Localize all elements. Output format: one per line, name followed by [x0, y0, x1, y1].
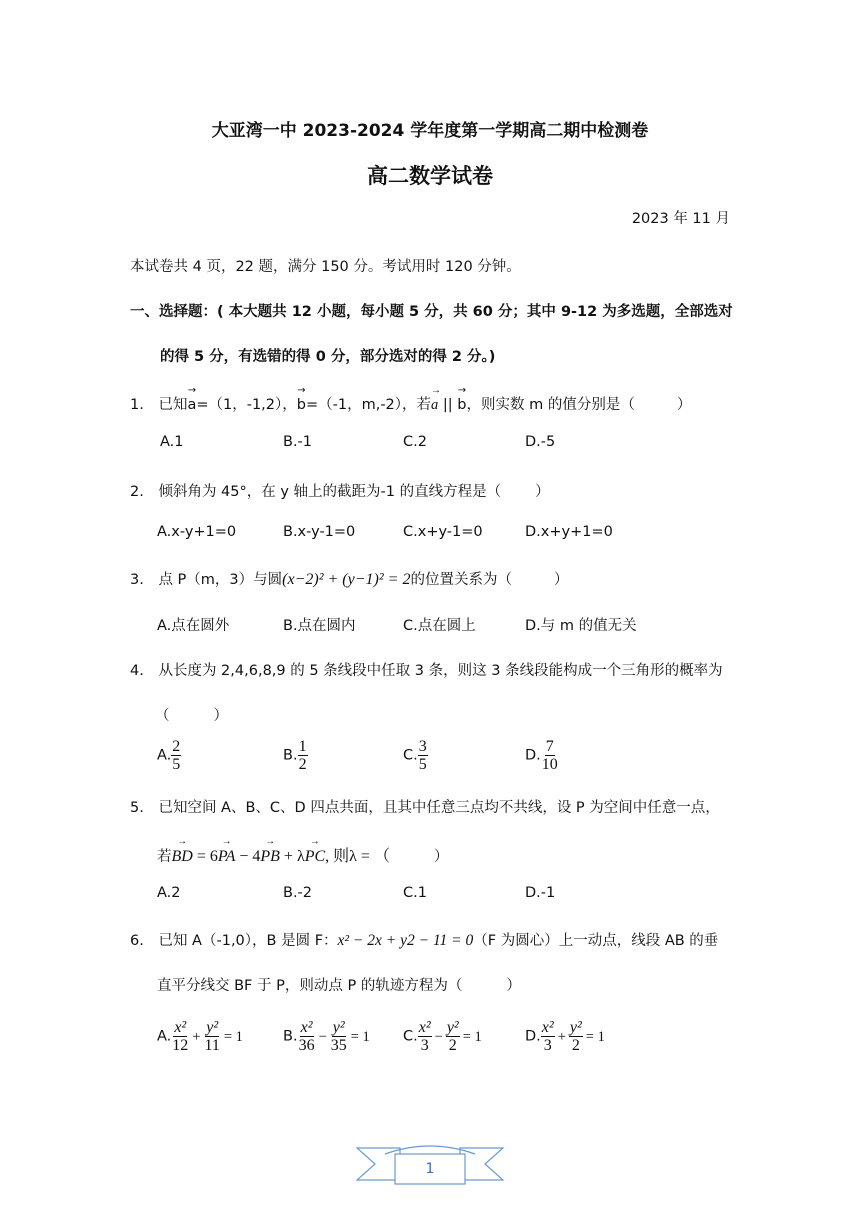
answer-paren-close: ） [433, 849, 449, 865]
question-number: 5. [130, 800, 144, 816]
option-d[interactable]: D.-1 [525, 885, 556, 901]
question-text: ，则实数 m 的值分别是（ [466, 397, 635, 413]
question-3 [130, 568, 568, 589]
option-b[interactable]: B.-1 [283, 434, 313, 450]
option-d[interactable]: D. $\frac{7}{10}$ [525, 738, 558, 773]
question-text: 倾斜角为 45°，在 y 轴上的截距为-1 的直线方程是（ [158, 484, 502, 500]
option-c[interactable]: C. $\frac{\text{x²}}{3}$ − $\frac{\text{y²}}{2}$ = 1 [403, 1019, 482, 1054]
option-c[interactable]: C.点在圆上 [403, 618, 476, 634]
intro-text: 本试卷共 4 页，22 题，满分 150 分。考试用时 120 分钟。 [130, 259, 521, 275]
vector-pa: → PA [218, 848, 235, 866]
question-number: 3. [130, 572, 144, 588]
question-text: 点 P（m，3）与圆 [158, 572, 283, 588]
vector-pc: → PC [305, 848, 325, 866]
date: 2023 年 11 月 [631, 211, 730, 227]
parallel-sign: || [438, 397, 458, 413]
question-2 [130, 480, 550, 501]
question-5-equation: 若→ BD = 6→ PA − 4→ PB + λ→ PC, 则λ = （ ） [157, 843, 448, 866]
question-text: （F 为圆心）上一动点，线段 AB 的垂 [473, 933, 719, 949]
vector-bd: → BD [172, 848, 193, 866]
option-c[interactable]: C. $\frac{3}{5}$ [403, 738, 427, 773]
option-d[interactable]: D.与 m 的值无关 [525, 618, 637, 634]
answer-paren-close: ） [676, 397, 692, 413]
option-b[interactable]: B.x-y-1=0 [283, 524, 356, 540]
question-text: =（-1，m,-2），若 [305, 397, 432, 413]
question-text: 已知 A（-1,0），B 是圆 F： [158, 933, 338, 949]
section-heading-line2: 的得 5 分，有选错的得 0 分，部分选对的得 2 分。) [160, 349, 496, 365]
option-d[interactable]: D. $\frac{\text{x²}}{3}$ + $\frac{\text{y²}}{2}$ = 1 [525, 1019, 605, 1054]
main-title: 大亚湾一中 2023-2024 学年度第一学期高二期中检测卷 [211, 121, 649, 141]
question-number: 2. [130, 484, 144, 500]
option-c[interactable]: C.2 [403, 434, 427, 450]
question-number: 6. [130, 933, 144, 949]
question-text: 的位置关系为（ [410, 572, 512, 588]
circle-equation: x² − 2x + y2 − 11 = 0 [337, 932, 474, 949]
question-text: 已知 [158, 397, 188, 413]
answer-paren-close: ） [535, 484, 550, 500]
answer-paren-close: ） [553, 572, 569, 588]
vector-a: → a [187, 397, 196, 413]
question-text: 已知空间 A、B、C、D 四点共面，且其中任意三点均不共线，设 P 为空间中任意一点， [158, 800, 720, 816]
option-c[interactable]: C.1 [403, 885, 427, 901]
page-number-ribbon [355, 1140, 505, 1190]
question-text: =（1，-1,2）， [196, 397, 297, 413]
option-c[interactable]: C.x+y-1=0 [403, 524, 483, 540]
vector-a: → a [431, 397, 438, 414]
question-6 [130, 929, 718, 950]
option-a[interactable]: A. $\frac{\text{x²}}{12}$ + $\frac{\text{y²}}{11}$ = 1 [157, 1019, 243, 1054]
question-6-line2: 直平分线交 BF 于 P，则动点 P 的轨迹方程为（ ） [157, 978, 521, 994]
question-number: 1. [130, 397, 144, 413]
option-b[interactable]: B.-2 [283, 885, 313, 901]
option-a[interactable]: A.x-y+1=0 [157, 524, 237, 540]
question-5 [130, 796, 720, 817]
circle-equation: (x−2)² + (y−1)² = 2 [282, 571, 411, 588]
option-d[interactable]: D.-5 [525, 434, 556, 450]
page-number: 1 [425, 1161, 435, 1177]
option-a[interactable]: A.1 [160, 434, 184, 450]
vector-b: → b [297, 397, 306, 413]
option-b[interactable]: B. $\frac{\text{x²}}{36}$ − $\frac{\text{y²}}{35}$ = 1 [283, 1019, 370, 1054]
subtitle: 高二数学试卷 [367, 164, 493, 188]
option-a[interactable]: A. $\frac{2}{5}$ [157, 738, 181, 773]
question-text: 从长度为 2,4,6,8,9 的 5 条线段中任取 3 条，则这 3 条线段能构成一个三角形的概率为 [158, 663, 723, 679]
option-a[interactable]: A.点在圆外 [157, 618, 230, 634]
option-d[interactable]: D.x+y+1=0 [525, 524, 613, 540]
vector-b: → b [457, 397, 466, 413]
question-number: 4. [130, 663, 144, 679]
question-1 [130, 393, 691, 414]
answer-paren: （ ） [155, 708, 228, 724]
option-a[interactable]: A.2 [157, 885, 181, 901]
option-b[interactable]: B.点在圆内 [283, 618, 356, 634]
vector-pb: → PB [260, 848, 280, 866]
option-b[interactable]: B. $\frac{1}{2}$ [283, 738, 307, 773]
question-4 [130, 659, 723, 680]
section-heading-line1: 一、选择题：( 本大题共 12 小题，每小题 5 分，共 60 分；其中 9-12 为多选题，全部选对 [130, 304, 733, 320]
